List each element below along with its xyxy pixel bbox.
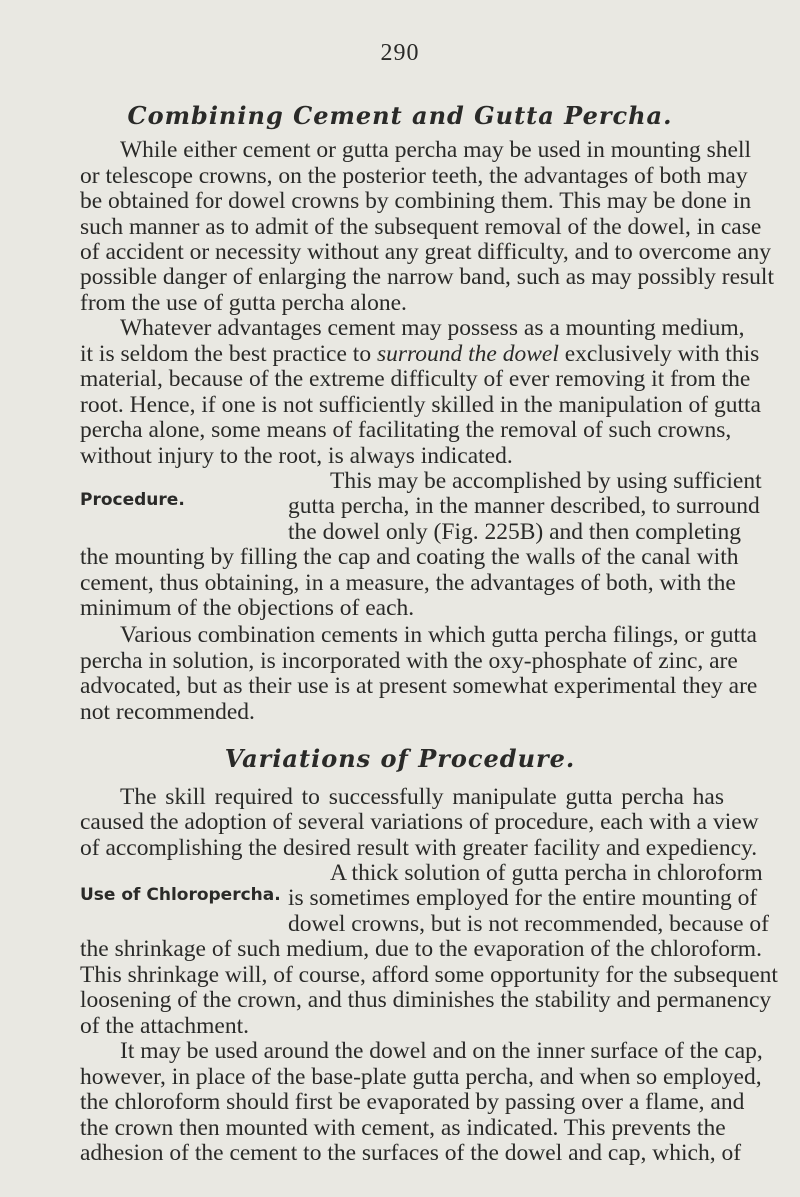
text-line: from the use of gutta percha alone.	[80, 289, 407, 316]
text-line: is sometimes employed for the entire mounting of	[288, 885, 758, 912]
text-line: adhesion of the cement to the surfaces of the dowel and cap, which, of	[80, 1140, 742, 1166]
text-line: advocated, but as their use is at present somewhat experimental they are	[80, 673, 758, 700]
text-line: not recommended.	[80, 698, 255, 725]
text-line: This shrinkage will, of course, afford some opportunity for the subsequent	[80, 961, 778, 988]
text-line: of the attachment.	[80, 1012, 249, 1039]
text-line: root. Hence, if one is not sufficiently skilled in the manipulation of gutta	[80, 391, 761, 418]
text-line: percha alone, some means of facilitating the removal of such crowns,	[80, 417, 732, 444]
text-line: A thick solution of gutta percha in chloroform	[330, 860, 763, 887]
text-line: be obtained for dowel crowns by combining them. This may be done in	[80, 188, 752, 215]
text-line: The skill required to successfully manipulate gutta percha has	[120, 783, 724, 810]
text-line: While either cement or gutta percha may be used in mounting shell	[120, 137, 752, 164]
text-line: gutta percha, in the manner described, to surround	[288, 493, 760, 520]
text-line: dowel crowns, but is not recommended, because of	[288, 910, 769, 937]
emphasis-text: surround the dowel	[376, 340, 559, 367]
text-run: exclusively with this	[558, 340, 760, 367]
text-line: without injury to the root, is always indicated.	[80, 442, 513, 469]
text-line: loosening of the crown, and thus diminishes the stability and permanency	[80, 987, 772, 1014]
text-line: Whatever advantages cement may possess as a mounting medium,	[120, 315, 745, 342]
text-line: minimum of the objections of each.	[80, 595, 415, 622]
text-line: material, because of the extreme difficulty of ever removing it from the	[80, 366, 751, 393]
page-number: 290	[380, 40, 420, 66]
text-line: This may be accomplished by using sufficient	[330, 468, 762, 495]
text-line: such manner as to admit of the subsequent removal of the dowel, in case	[80, 213, 762, 240]
text-line: however, in place of the base-plate gutta percha, and when so employed,	[80, 1063, 762, 1090]
section-heading-combining: Combining Cement and Gutta Percha.	[127, 101, 673, 131]
side-label-chloropercha: Use of Chloropercha.	[80, 885, 281, 906]
text-line: Various combination cements in which gutta percha filings, or gutta	[120, 622, 757, 649]
text-line: the chloroform should first be evaporated by passing over a flame, and	[80, 1089, 745, 1116]
text-line: caused the adoption of several variations of procedure, each with a view	[80, 809, 759, 836]
side-label-procedure: Procedure.	[80, 489, 185, 510]
text-run: it is seldom the best practice to	[80, 340, 377, 367]
text-line: or telescope crowns, on the posterior teeth, the advantages of both may	[80, 162, 748, 189]
text-line: the crown then mounted with cement, as indicated. This prevents the	[80, 1114, 726, 1141]
text-line: cement, thus obtaining, in a measure, the advantages of both, with the	[80, 569, 736, 596]
text-line: It may be used around the dowel and on the inner surface of the cap,	[120, 1038, 763, 1065]
text-line: of accomplishing the desired result with greater facility and expediency.	[80, 834, 758, 861]
text-line: percha in solution, is incorporated with the oxy-phosphate of zinc, are	[80, 647, 738, 674]
text-line: the shrinkage of such medium, due to the evaporation of the chloroform.	[80, 936, 762, 963]
text-line: the mounting by filling the cap and coating the walls of the canal with	[80, 544, 739, 571]
text-line: possible danger of enlarging the narrow band, such as may possibly result	[80, 264, 774, 291]
section-heading-variations: Variations of Procedure.	[224, 744, 576, 774]
text-line: the dowel only (Fig. 225B) and then completing	[288, 518, 741, 545]
text-line: of accident or necessity without any great difficulty, and to overcome any	[80, 238, 772, 265]
